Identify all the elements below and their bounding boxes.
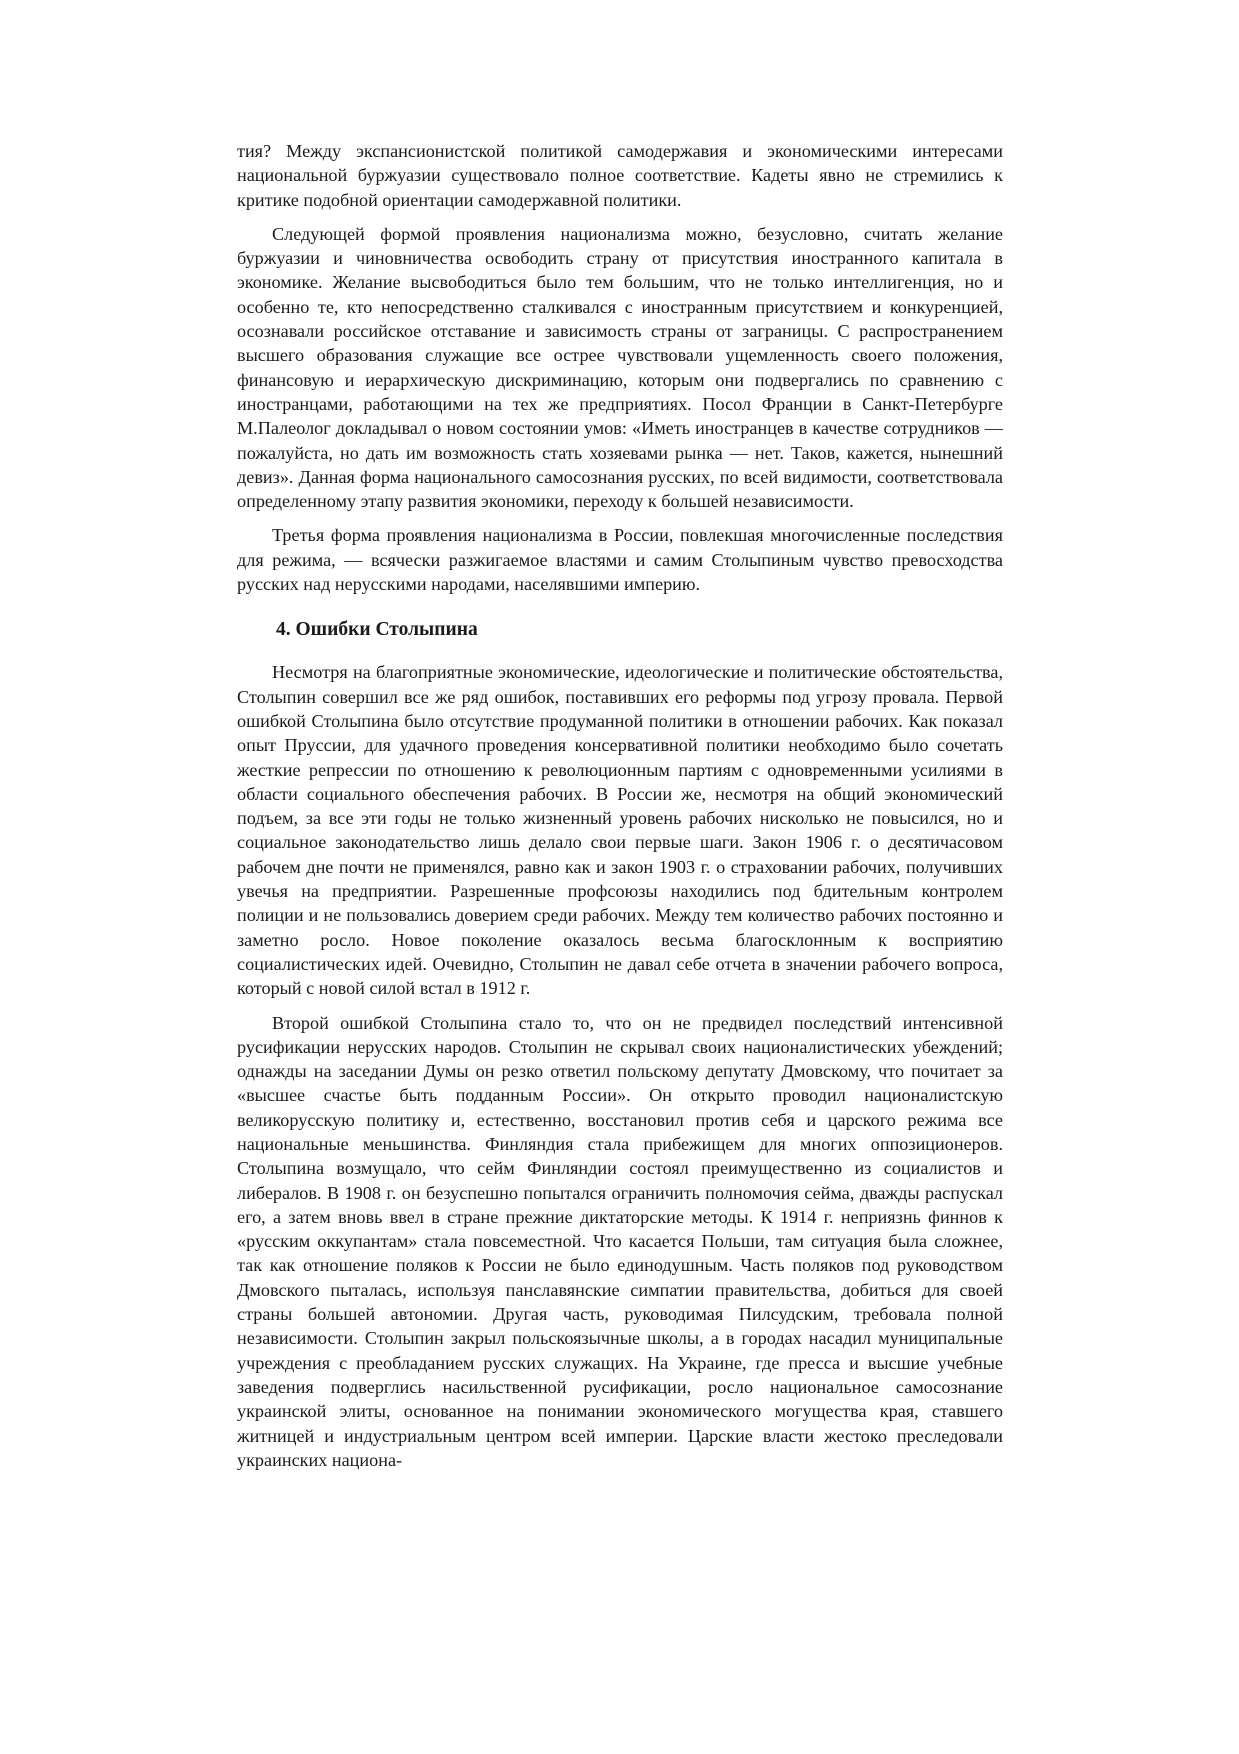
paragraph-1: тия? Между экспансионистской политикой самодержавия и экономическими интересами национальной буржуазии существовало полное соответствие. Кадеты явно не стремились к критике подобной ориентации самодержавной политики. [237, 141, 1003, 210]
paragraph-4: Несмотря на благоприятные экономические, идеологические и политические обстоятельства, Столыпин совершил все же ряд ошибок, поставивших его реформы под угрозу провала. Первой ошибкой Столыпина было отсутствие продуманной политики в отношении рабочих. Как показал опыт Пруссии, для удачного проведения консервативной политики необходимо было сочетать жесткие репрессии по отношению к революционным партиям с одновременными усилиями в области социального обеспечения рабочих. В России же, несмотря на общий экономический подъем, за все эти годы не только жизненный уровень рабочих нисколько не повысился, но и социальное законодательство лишь делало свои первые шаги. Закон 1906 г. о десятичасовом рабочем дне почти не применялся, равно как и закон 1903 г. о страховании рабочих, получивших увечья на предприятии. Разрешенные профсоюзы находились под бдительным контролем полиции и не пользовались доверием среди рабочих. Между тем количество рабочих постоянно и заметно росло. Новое поколение оказалось весьма благосклонным к восприятию социалистических идей. Очевидно, Столыпин не давал себе отчета в значении рабочего вопроса, который с новой силой встал в 1912 г. [237, 662, 1003, 999]
paragraph-3: Третья форма проявления национализма в России, повлекшая многочисленные последствия для режима, — всячески разжигаемое властями и самим Столыпиным чувство превосходства русских над нерусскими народами, населявшими империю. [237, 525, 1003, 595]
paragraph-2: Следующей формой проявления национализма можно, безусловно, считать желание буржуазии и чиновничества освободить страну от присутствия иностранного капитала в экономике. Желание высвободиться было тем большим, что не только интеллигенция, но и особенно те, кто непосредственно сталкивался с иностранным присутствием и конкуренцией, осознавали российское отставание и зависимость страны от заграницы. С распространением высшего образования служащие все острее чувствовали ущемленность своего положения, финансовую и иерархическую дискриминацию, которым они подвергались по сравнению с иностранцами, работающими на тех же предприятиях. Посол Франции в Санкт-Петербурге М.Палеолог докладывал о новом состоянии умов: «Иметь иностранцев в качестве сотрудников — пожалуйста, но дать им возможность стать хозяевами рынка — нет. Таков, кажется, нынешний девиз». Данная форма национального самосознания русских, по всей видимости, соответствовала определенному этапу развития экономики, переходу к большей независимости. [237, 223, 1003, 512]
paragraph-5: Второй ошибкой Столыпина стало то, что он не предвидел последствий интенсивной русификации нерусских народов. Столыпин не скрывал своих националистических убеждений; однажды на заседании Думы он резко ответил польскому депутату Дмовскому, что почитает за «высшее счастье быть подданным России». Он открыто проводил националистскую великорусскую политику и, естественно, восстановил против себя и царского режима все национальные меньшинства. Финляндия стала прибежищем для многих оппозиционеров. Столыпина возмущало, что сейм Финляндии состоял преимущественно из социалистов и либералов. В 1908 г. он безуспешно попытался ограничить полномочия сейма, дважды распускал его, а затем вновь ввел в стране прежние диктаторские методы. К 1914 г. неприязнь финнов к «русским оккупантам» стала повсеместной. Что касается Польши, там ситуация была сложнее, так как отношение поляков к России не было единодушным. Часть поляков под руководством Дмовского пыталась, используя панславянские симпатии правительства, добиться для своей страны большей автономии. Другая часть, руководимая Пилсудским, требовала полной независимости. Столыпин закрыл польскоязычные школы, а в городах насадил муниципальные учреждения с преобладанием русских служащих. На Украине, где пресса и высшие учебные заведения подверглись насильственной русификации, росло национальное самосознание украинской элиты, основанное на понимании экономического могущества края, ставшего житницей и индустриальным центром всей империи. Царские власти жестоко преследовали украинских национа- [237, 1012, 1003, 1470]
section-heading: 4. Ошибки Столыпина [276, 619, 478, 641]
document-page [237, 139, 1003, 1482]
